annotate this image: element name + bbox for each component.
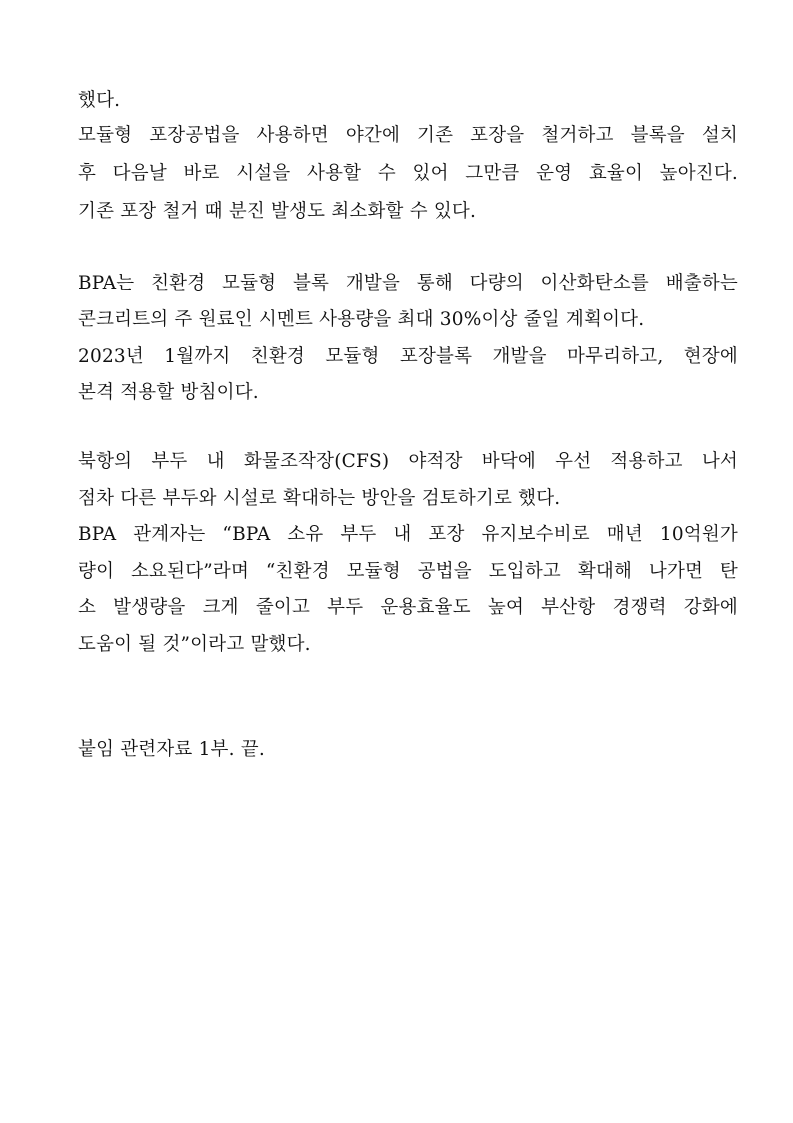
text-line: 소 발생량을 크게 줄이고 부두 운용효율도 높여 부산항 경쟁력 강화에 xyxy=(78,597,738,618)
text-line: 기존 포장 철거 때 분진 발생도 최소화할 수 있다. xyxy=(78,201,477,222)
text-line: 본격 적용할 방침이다. xyxy=(78,382,259,403)
text-line: BPA 관계자는 “BPA 소유 부두 내 포장 유지보수비로 매년 10억원가 xyxy=(78,524,738,545)
text-line: BPA는 친환경 모듈형 블록 개발을 통해 다량의 이산화탄소를 배출하는 xyxy=(78,273,738,294)
text-line: 콘크리트의 주 원료인 시멘트 사용량을 최대 30%이상 줄일 계획이다. xyxy=(78,309,645,330)
text-line: 량이 소요된다”라며 “친환경 모듈형 공법을 도입하고 확대해 나가면 탄 xyxy=(78,561,738,582)
text-line: 했다. xyxy=(78,90,121,111)
text-line: 2023년 1월까지 친환경 모듈형 포장블록 개발을 마무리하고, 현장에 xyxy=(78,346,738,367)
attachment-note: 붙임 관련자료 1부. 끝. xyxy=(78,739,265,760)
text-line: 후 다음날 바로 시설을 사용할 수 있어 그만큼 운영 효율이 높아진다. xyxy=(78,163,738,184)
text-line: 점차 다른 부두와 시설로 확대하는 방안을 검토하기로 했다. xyxy=(78,488,561,509)
text-line: 북항의 부두 내 화물조작장(CFS) 야적장 바닥에 우선 적용하고 나서 xyxy=(78,451,738,472)
text-line: 모듈형 포장공법을 사용하면 야간에 기존 포장을 철거하고 블록을 설치 xyxy=(78,125,738,146)
text-line: 도움이 될 것”이라고 말했다. xyxy=(78,634,311,655)
